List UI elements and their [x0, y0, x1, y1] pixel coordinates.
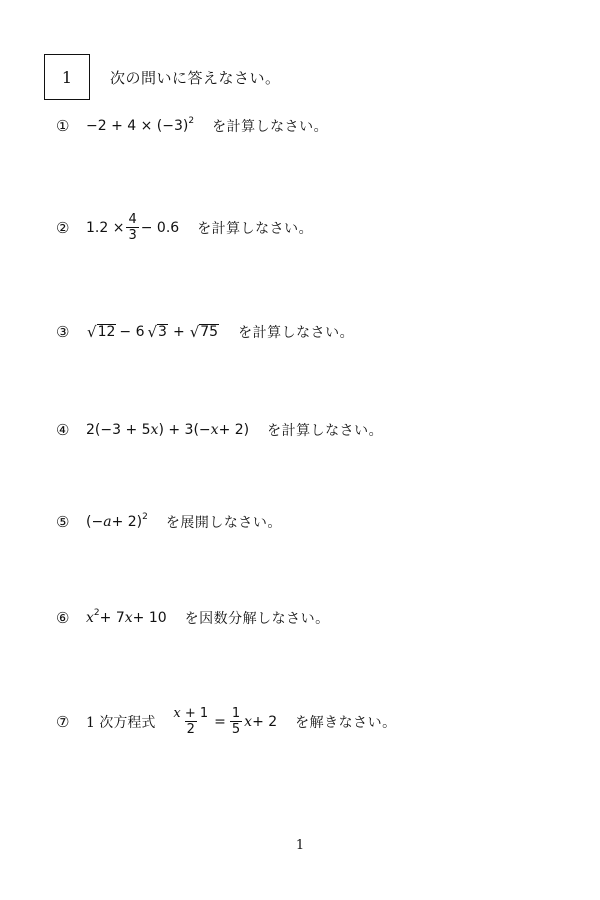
variable: x [124, 610, 133, 626]
page-number: 1 [295, 838, 305, 853]
fraction-numerator [171, 706, 210, 721]
square-root: √ 3 [147, 323, 167, 341]
problem-expression [86, 118, 194, 134]
variable: x [210, 422, 219, 438]
fraction-denominator: 3 [128, 228, 137, 243]
question-number-box [44, 54, 90, 100]
expr-part: (− [86, 514, 104, 530]
problem-marker: ① [56, 117, 70, 135]
problem-item-3 [56, 322, 354, 342]
question-number: 1 [61, 67, 73, 87]
problem-marker: ⑦ [56, 712, 70, 731]
problem-expression [86, 324, 220, 340]
equals-sign: = [214, 713, 226, 730]
problem-expression [86, 514, 148, 530]
fraction [171, 706, 210, 737]
problem-item-2 [56, 212, 313, 243]
problem-task: を計算しなさい。 [197, 220, 314, 237]
problem-item-6 [56, 608, 330, 628]
problem-expression [86, 212, 179, 243]
exponent: 2 [142, 512, 148, 522]
expr-part: −2 + 4 × (−3) [86, 118, 189, 134]
fraction-numerator: 4 [128, 212, 137, 227]
problem-marker: ② [56, 218, 70, 237]
fraction [230, 706, 242, 737]
exponent: 2 [188, 116, 195, 126]
square-root: √ 12 [87, 323, 116, 341]
variable: x [244, 713, 253, 730]
expr-part: + 10 [132, 610, 167, 626]
problem-marker: ⑤ [56, 513, 70, 531]
problem-item-4 [56, 420, 383, 440]
problem-task: を因数分解しなさい。 [184, 611, 330, 627]
problem-marker: ③ [56, 323, 70, 341]
expr-part: + 7 [99, 610, 125, 626]
fraction-denominator: 5 [231, 722, 241, 737]
problem-task: を計算しなさい。 [238, 325, 355, 341]
expr-part: 2(−3 + 5 [86, 422, 151, 438]
expr-part: − 6 [119, 324, 145, 340]
expr-part: + 2) [218, 422, 250, 438]
fraction-numerator: 1 [231, 706, 241, 721]
radicand: 3 [158, 324, 167, 340]
equation-label: 1 次方程式 [86, 714, 156, 731]
problem-expression [86, 610, 167, 626]
problem-expression [86, 422, 249, 438]
radicand: 75 [200, 324, 219, 340]
expr-part: + 2 [252, 713, 278, 730]
problem-task: を展開しなさい。 [165, 515, 282, 531]
problem-marker: ⑥ [56, 609, 70, 627]
problem-marker: ④ [56, 421, 70, 439]
expr-part: + [172, 324, 185, 340]
problem-item-7 [56, 706, 397, 737]
problem-item-1 [56, 116, 328, 136]
expr-part: + 1 [180, 706, 209, 721]
problem-item-5 [56, 512, 282, 532]
radicand: 12 [97, 324, 116, 340]
expr-part: 1.2 × [86, 219, 125, 236]
fraction-denominator: 2 [186, 722, 195, 737]
expr-part: + 2) [111, 514, 143, 530]
expr-part: − 0.6 [140, 219, 180, 236]
variable: a [103, 514, 112, 530]
fraction [126, 212, 138, 243]
exponent: 2 [93, 608, 100, 618]
variable: x [173, 706, 181, 721]
instruction-text: 次の問いに答えなさい。 [110, 68, 281, 87]
problem-task: を計算しなさい。 [212, 119, 329, 135]
variable: x [150, 422, 159, 438]
variable: x [86, 610, 94, 626]
problem-task: を計算しなさい。 [267, 423, 384, 439]
problem-expression [86, 706, 277, 737]
question-header [44, 54, 281, 100]
problem-task: を解きなさい。 [295, 714, 397, 731]
square-root: √ 75 [189, 323, 219, 341]
expr-part: ) + 3(− [158, 422, 211, 438]
